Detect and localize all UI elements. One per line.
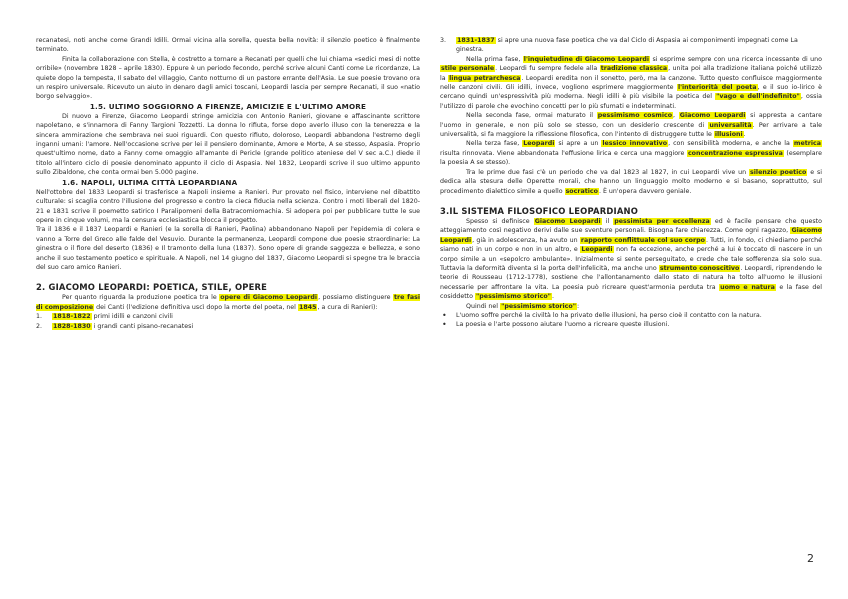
paragraph: Spesso si definisce Giacomo Leopardi il pessimista per eccellenza ed è facile pensare che questo atteggiamento così negativo derivi dalle sue sventure personali. Bisogna fare chiarezza. Come ogni ragazzo, Giacomo Leopardi, già in adolescenza, ha avuto un rapporto conflittuale col suo corpo. Tutti, in fondo, ci chiediamo perché siamo nati in un corpo e non in un altro, e Leopardi non fa eccezione, anche perché a lui è toccato di nascere in un corpo simile a un «sepolcro ambulante». Inizialmente si sente perseguitato, e crede che tale sofferenza sia solo sua. Tuttavia la deformità diventa sì la porta dell'infelicità, ma anche uno strumento conoscitivo. Leopardi, riprendendo le teorie di Rousseau (1712-1778), sostiene che l'allontanamento dallo stato di natura ha tolto all'uomo le illusioni necessarie per affrontare la vita. La poesia può ricreare quest'armonia perduta tra uomo e natura e la fase del cosiddetto "pessimismo storico". <box>440 217 822 301</box>
highlight: 1845 <box>298 303 317 311</box>
paragraph: Nella prima fase, l'inquietudine di Giacomo Leopardi si esprime sempre con una ricerca incessante di uno stile personale. Leopardi fu sempre fedele alla tradizione classica, unita poi alla tradizione italiana poiché utilizzò la lingua petrarchesca. Leopardi eredita non il sonetto, però, ma la canzone. Tutto questo confluisce maggiormente nelle canzoni civili. Gli idilli, invece, vogliono esprimere maggiormente l'interiorità del poeta, e il suo io-lirico è cercano quindi un'espressività più moderna. Negli idilli è più visibile la poetica del "vago e dell'indefinito", ossia l'utilizzo di parole che evochino concetti per lo più sfumati e indeterminati. <box>440 55 822 110</box>
page-number: 2 <box>807 552 814 565</box>
right-column <box>440 36 822 330</box>
paragraph: Quindi nel "pessimismo storico": <box>466 302 580 310</box>
section-heading: 3.IL SISTEMA FILOSOFICO LEOPARDIANO <box>440 205 639 216</box>
bullet-list <box>440 311 822 330</box>
phase-list <box>36 312 420 331</box>
list-item: 1. 1818-1822 primi idilli e canzoni civili <box>36 313 173 321</box>
section-heading: 1.6. NAPOLI, ULTIMA CITTÀ LEOPARDIANA <box>62 177 238 187</box>
section-heading: 1.5. ULTIMO SOGGIORNO A FIRENZE, AMICIZIE E L'ULTIMO AMORE <box>89 101 367 111</box>
phase-list-continued <box>440 36 822 55</box>
paragraph: Per quanto riguarda la produzione poetica tra le opere di Giacomo Leopardi, possiamo distinguere tre fasi di composizione dei Canti (l'edizione definitiva uscì dopo la morte del poeta, nel 1845, a cura di Ranieri): <box>36 294 421 311</box>
paragraph: Nella terza fase, Leopardi si apre a un lessico innovativo, con sensibilità moderna, e anche la metrica risulta rinnovata. Viene abbandonata l'effusione lirica e cerca una maggiore concentrazione espressiva (esemplare la poesia A se stesso). <box>440 140 822 167</box>
section-heading: 2. GIACOMO LEOPARDI: POETICA, STILE, OPERE <box>36 282 268 293</box>
highlight: tre fasi di composizione <box>36 294 421 311</box>
paragraph: Nell'ottobre del 1833 Leopardi si trasferisce a Napoli insieme a Ranieri. Pur provato nel fisico, interviene nel dibattito culturale: si scaglia contro l'illusione del progresso e contro la cieca fiducia nella scienza. Contro i moti liberali del 1820-21 e 1831 scrive il poemetto satirico I Paralipomeni della Batracomiomachia. Si adopera poi per pubblicare tutte le sue opere in cinque volumi, ma la censura ecclesiastica blocca il progetto. <box>36 188 420 224</box>
paragraph: Di nuovo a Firenze, Giacomo Leopardi stringe amicizia con Antonio Ranieri, giovane e affascinante scrittore napoletano, e s'innamora di Fanny Targioni Tozzetti. La donna lo rifiuta, forse dopo averlo illuso con la tenerezza e la sincera ammirazione che sembrava nei suoi riguardi. Con questo rifiuto, doloroso, Leopardi abbandona l'estremo degli inganni umani: l'amore. Nell'occasione scrive per lei il pensiero dominante, Amore e Morte, A se stesso, Aspasia. Proprio quest'ultimo nome, dato a Fanny come omaggio all'amante di Pericle (grande politico ateniese del V sec a.C.) diede il titolo all'intero ciclo di poesie denominato appunto il ciclo di Aspasia. Nel 1832, Leopardi scrive il suo ultimo appunto sullo Zibaldone, che conta ormai ben 5.000 pagine. <box>36 112 420 177</box>
paragraph: Finita la collaborazione con Stella, è costretto a tornare a Recanati per quelli che lui chiama «sedici mesi di notte orribile» (novembre 1828 – aprile 1830). Eppure è un periodo fecondo, perché scrive alcuni Canti come Le ricordanze, La quiete dopo la tempesta, Il sabato del villaggio, Canto notturno di un pastore errante dell'Asia. Le sue poesie trovano ora un respiro universale. Ricevuto un aiuto in denaro dagli amici toscani, Leopardi lascia per sempre Recanati, il suo «natio borgo selvaggio». <box>36 55 420 101</box>
list-item: • La poesia e l'arte possono aiutare l'uomo a ricreare queste illusioni. <box>442 320 670 330</box>
paragraph: Nella seconda fase, ormai maturato il pessimismo cosmico, Giacomo Leopardi si appresta a cantare l'uomo in generale, e non più solo se stesso, con un desiderio crescente di universalità. Per arrivare a tale universalità, si fa maggiore la riflessione filosofica, con l'intento di distruggere tutte le illusioni. <box>440 112 822 139</box>
bullet-icon: • <box>442 320 447 330</box>
bullet-icon: • <box>442 310 447 320</box>
paragraph: Tra le prime due fasi c'è un periodo che va dal 1823 al 1827, in cui Leopardi vive un silenzio poetico e si dedica alla stesura delle Operette morali, che hanno un linguaggio molto moderno e si basano, soprattutto, sul procedimento dialettico simile a quello socratico. È un'opera davvero geniale. <box>440 168 822 195</box>
paragraph: recanatesi, noti anche come Grandi Idilli. Ormai vicina alla sorella, questa bella novità: il silenzio poetico è finalmente terminato. <box>36 37 420 54</box>
left-column <box>36 36 420 331</box>
paragraph: Tra il 1836 e il 1837 Leopardi e Ranieri (e la sorella di Ranieri, Paolina) abbandonano Napoli per l'epidemia di colera e vanno a Torre del Greco alle falde del Vesuvio. Durante la permanenza, Leopardi compone due poesie straordinarie: La ginestra o il fiore del deserto (1836) e Il tramonto della luna (1837). Sono opere di grande saggezza e bellezza, e sono anche il suo testamento poetico e spirituale. A Napoli, nel 14 giugno del 1837, Giacomo Leopardi si spegne tra le braccia del suo caro amico Ranieri. <box>36 226 420 271</box>
highlight: opere di Giacomo Leopardi <box>220 294 318 302</box>
list-item: 3. 1831-1837 si apre una nuova fase poetica che va dal Ciclo di Aspasia ai componimenti impegnati come La ginestra. <box>440 37 798 54</box>
list-item: • L'uomo soffre perché la civiltà lo ha privato delle illusioni, ha perso cioè il contatto con la natura. <box>442 310 762 320</box>
list-item: 2. 1828-1830 i grandi canti pisano-recanatesi <box>36 322 194 330</box>
